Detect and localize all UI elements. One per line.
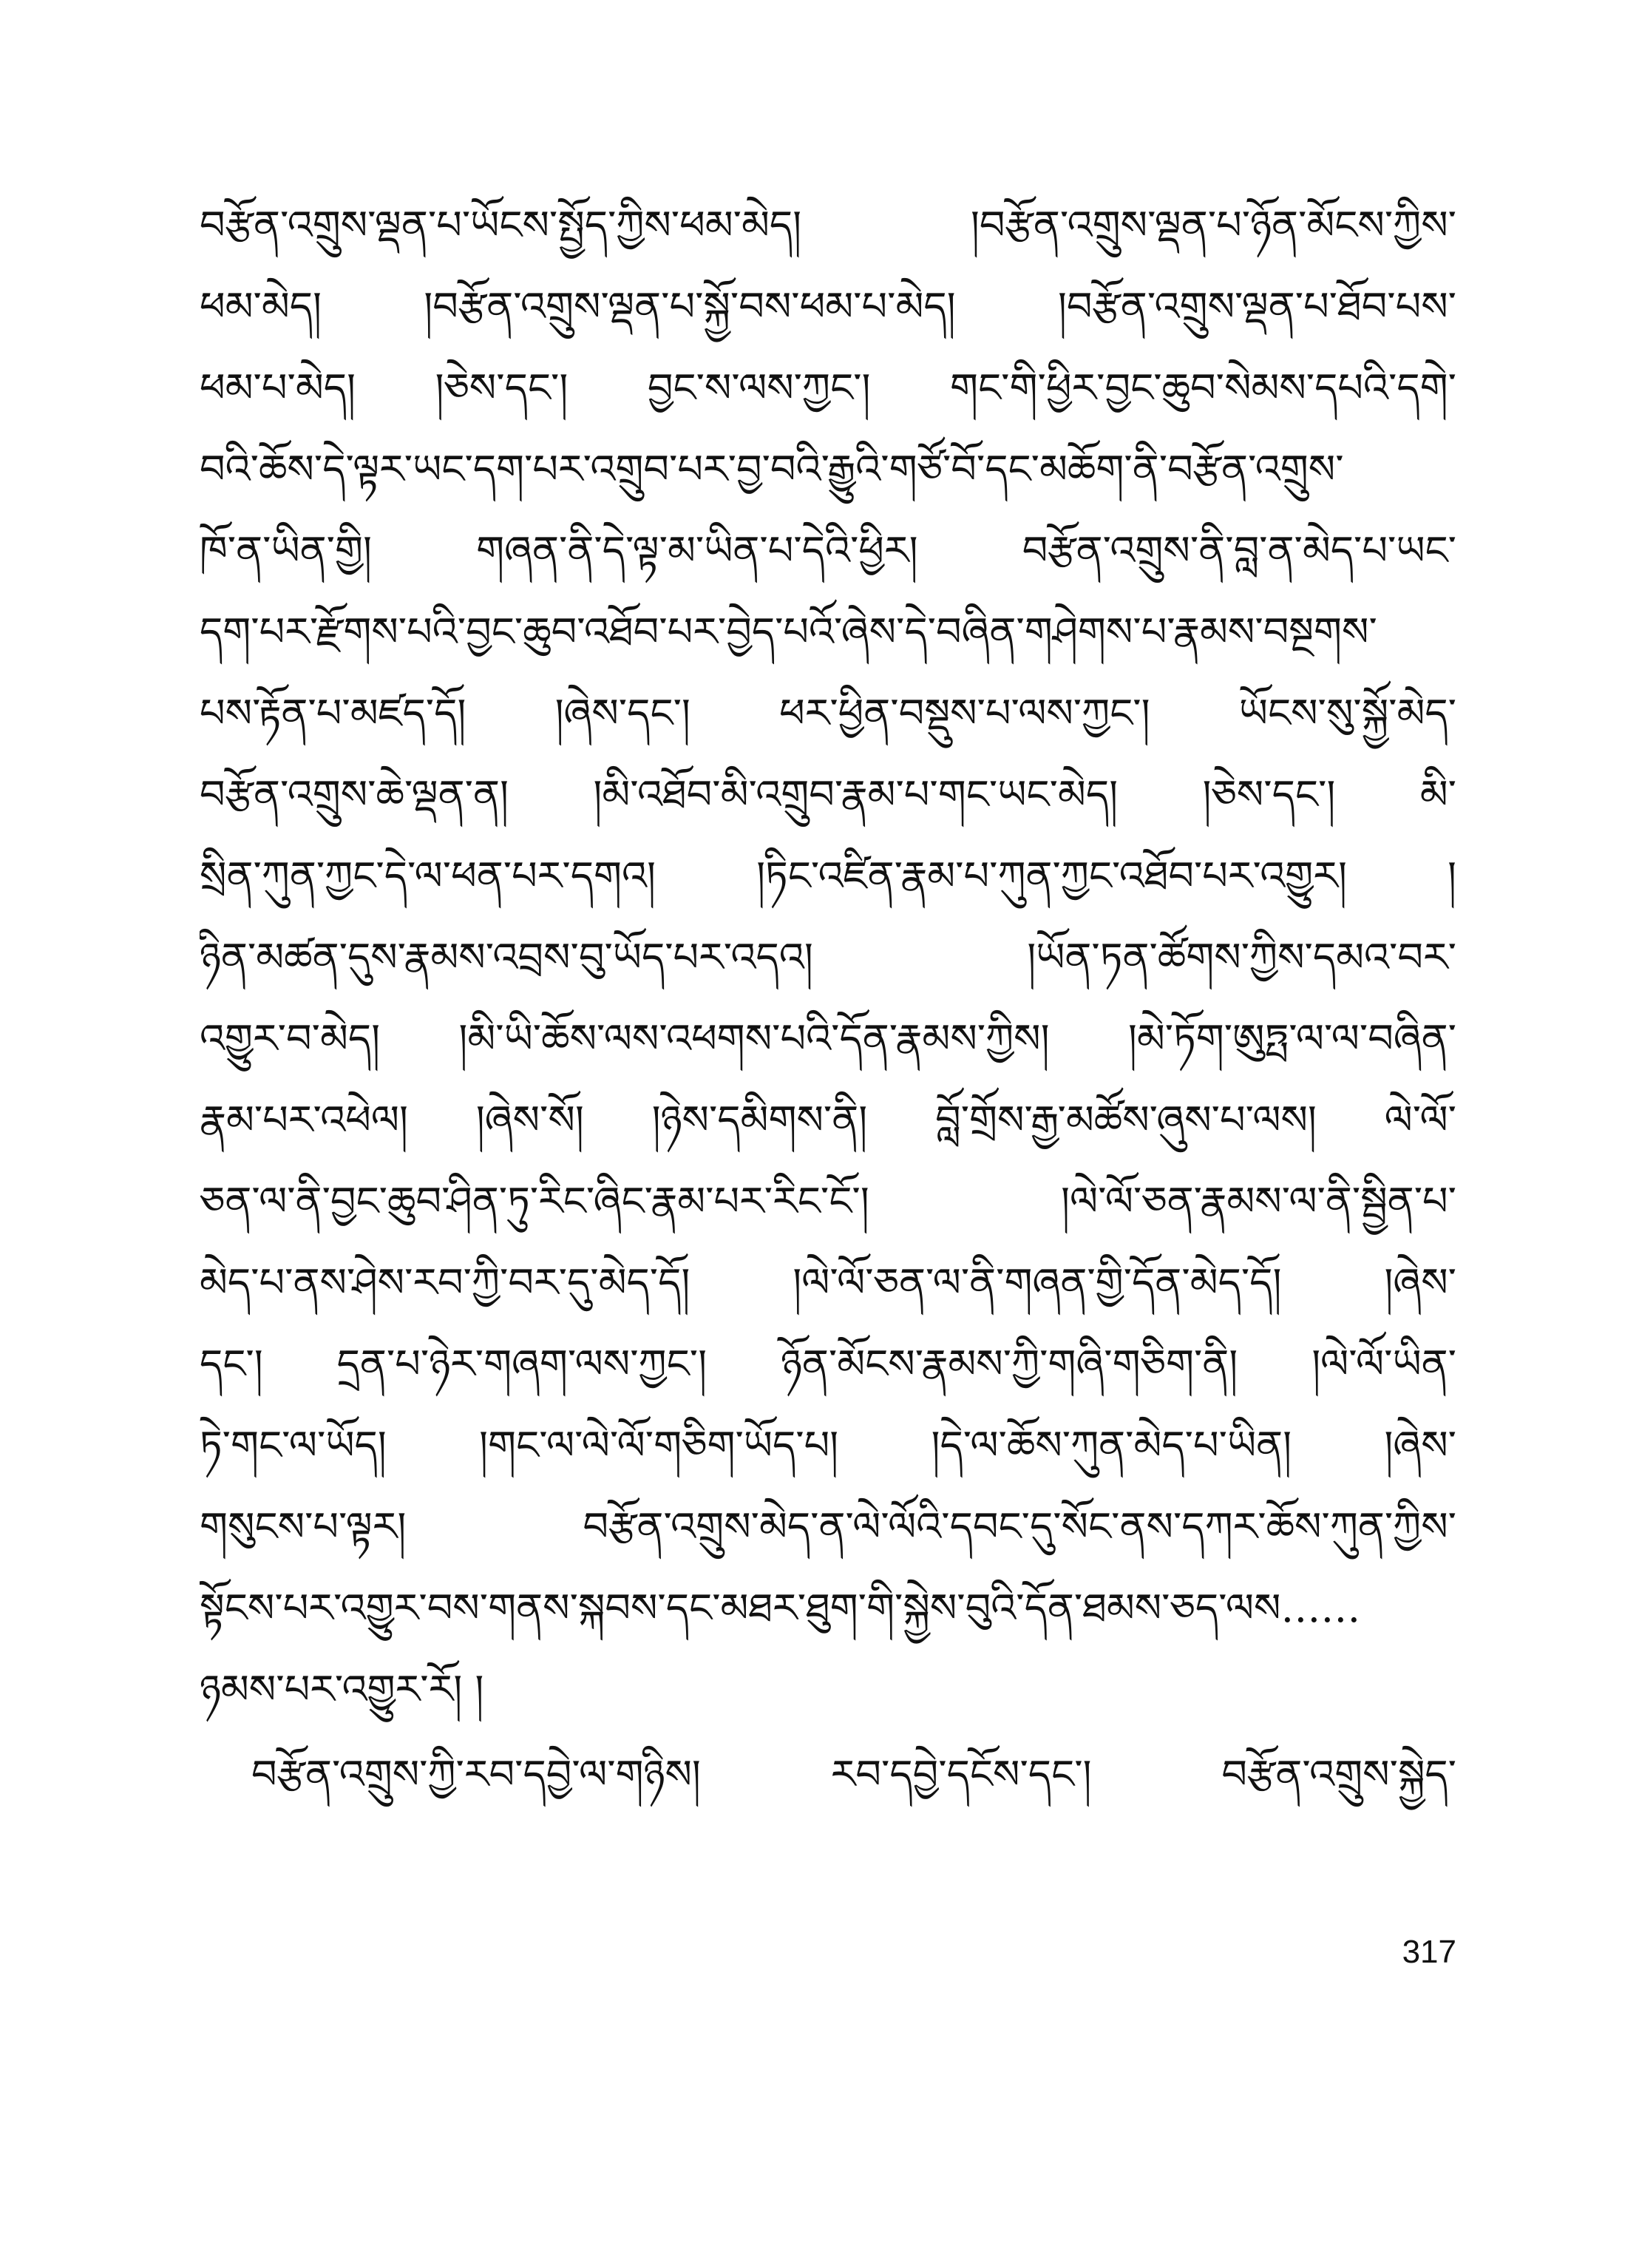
- text-line: ཏེ་གང་ལ་ཡོད། །གང་ལ་ལེ་ལོ་གཅིག་ཡོད་པ། །དེ་ལ་ཆོས་ཀུན་མེད་པ་ཡིན། །ཞེས་: [200, 1422, 1456, 1469]
- text-line: སྲིན་ཀུན་ཀྱང་དེ་ལ་ཕན་པར་དགའ། །ཏིང་འཛིན་རྣམ་པ་ཀུན་ཀྱང་འཐོབ་པར་འགྱུར། །: [200, 853, 1456, 899]
- text-line: ཉིན་མཚན་དུས་རྣམས་འབྲས་བུ་ཡོད་པར་འདའ། །ཡོན་ཏན་ཚོགས་ཀྱིས་དམའ་བར་: [200, 934, 1456, 981]
- text-line: དང་། དྲན་པ་ཉེར་གཞག་ལས་ཀྱང་། ཉོན་མོངས་རྣམས་ཀྱི་གཞི་གཅིག་ནི། །ལེ་ལོ་ཡིན་: [200, 1341, 1456, 1387]
- text-line: འགྱུར་བ་མེད། །མི་ཡི་ཆོས་ལས་འཕགས་པའི་དོན་རྣམས་ཀྱིས། །མེ་ཏོག་ཨུཏྤ་ལ་ལ་བཞིན་: [200, 1015, 1456, 1062]
- text-line: བརྩོན་འགྲུས་ཆེ་ལྡན་ན། །མི་འཐོབ་མི་འགྲུབ་རྣམ་པ་གང་ཡང་མེད། །ཅེས་དང་། མི་: [200, 771, 1456, 818]
- text-line: དག་པར་རྫོགས་པའི་བྱང་ཆུབ་འཐོབ་པར་བྱེད་པའོ་ཞེས་དེ་བཞིན་གཤེགས་པ་རྣམས་བསྔགས་: [200, 609, 1377, 655]
- text-line: ཕམ་མེད། །བརྩོན་འགྲུས་ལྡན་པ་སྐྱོ་བས་ཕམ་པ་མེད། །བརྩོན་འགྲུས་ལྡན་པ་ཐོབ་པས་: [200, 283, 1456, 330]
- text-line: གསུངས་པ་ལྟར། བརྩོན་འགྲུས་མེད་ན་ལེ་ལོའི་དབང་དུ་སོང་ནས་དཀར་ཆོས་ཀུན་ཀྱིས་: [200, 1503, 1456, 1550]
- text-line: སྟོངས་པར་འགྱུར་བས་གནས་སྐབས་དང་མཐར་ཐུག་གི་སྐྱེས་བུའི་དོན་ཐམས་ཅད་ལས……: [200, 1585, 1361, 1631]
- text-line: པས་རྟོན་པ་མཛད་དོ། །ཞེས་དང་། ཕར་ཕྱིན་བསྡུས་པ་ལས་ཀྱང་། ཡོངས་སུ་སྐྱོ་མེད་: [200, 690, 1456, 737]
- text-line: མེད་པ་ནས་ཤེས་རབ་ཀྱི་བར་དུ་མེད་དོ། །ལེ་ལོ་ཅན་ལ་ནི་གཞན་གྱི་དོན་མེད་དོ། །ཞེས་: [200, 1259, 1456, 1306]
- text-line: ཁོ་ན་ཡིན་གྱི། གཞན་ནི་དེ་ལྟ་མ་ཡིན་པ་དེའི་ཕྱིར། བརྩོན་འགྲུས་ནི་བླ་ན་མེད་པ་ཡང་: [200, 527, 1456, 574]
- text-line: རྣམ་པར་འཕེལ། །ཞེས་སོ། །ཉེས་དམིགས་ནི། བློ་གྲོས་རྒྱ་མཚོས་ཞུས་པ་ལས། ལེ་ལོ་: [200, 1097, 1456, 1143]
- page-number: 317: [1402, 1934, 1456, 1970]
- text-line: བརྩོན་འགྲུས་ཀྱི་རབ་དབྱེ་ལ་གཉིས། རབ་དབྱེ་དངོས་དང་། བརྩོན་འགྲུས་སྐྱེད་: [251, 1751, 1456, 1798]
- text-line: བརྩོན་འགྲུས་ལྡན་པ་ཡོངས་སྤྱོད་ཀྱིས་ཕམ་མེད། །བརྩོན་འགྲུས་ལྡན་པ་ཉོན་མོངས་ཀྱིས་: [200, 202, 1456, 248]
- text-line: ཅན་ལ་ནི་བྱང་ཆུབ་ཤིན་ཏུ་རིང་ཞིང་རྣམ་པར་རིང་ངོ་། །ལེ་ལོ་ཅན་རྣམས་ལ་ནི་སྦྱིན་པ་: [200, 1178, 1456, 1225]
- text-line: ཕམ་པ་མེད། །ཅེས་དང་། བྱང་ས་ལས་ཀྱང་། གང་གི་ཕྱིར་བྱང་ཆུབ་སེམས་དཔའི་དགེ་: [200, 365, 1456, 411]
- text-line: ཉམས་པར་འགྱུར་རོ། །: [200, 1666, 484, 1713]
- text-line: བའི་ཆོས་དེ་ལྟར་ཡང་དག་པར་འགྲུབ་པར་བྱ་བའི་རྒྱུའི་གཙོ་བོ་དང་མཆོག་ནི་བརྩོན་འགྲུས་: [200, 446, 1344, 492]
